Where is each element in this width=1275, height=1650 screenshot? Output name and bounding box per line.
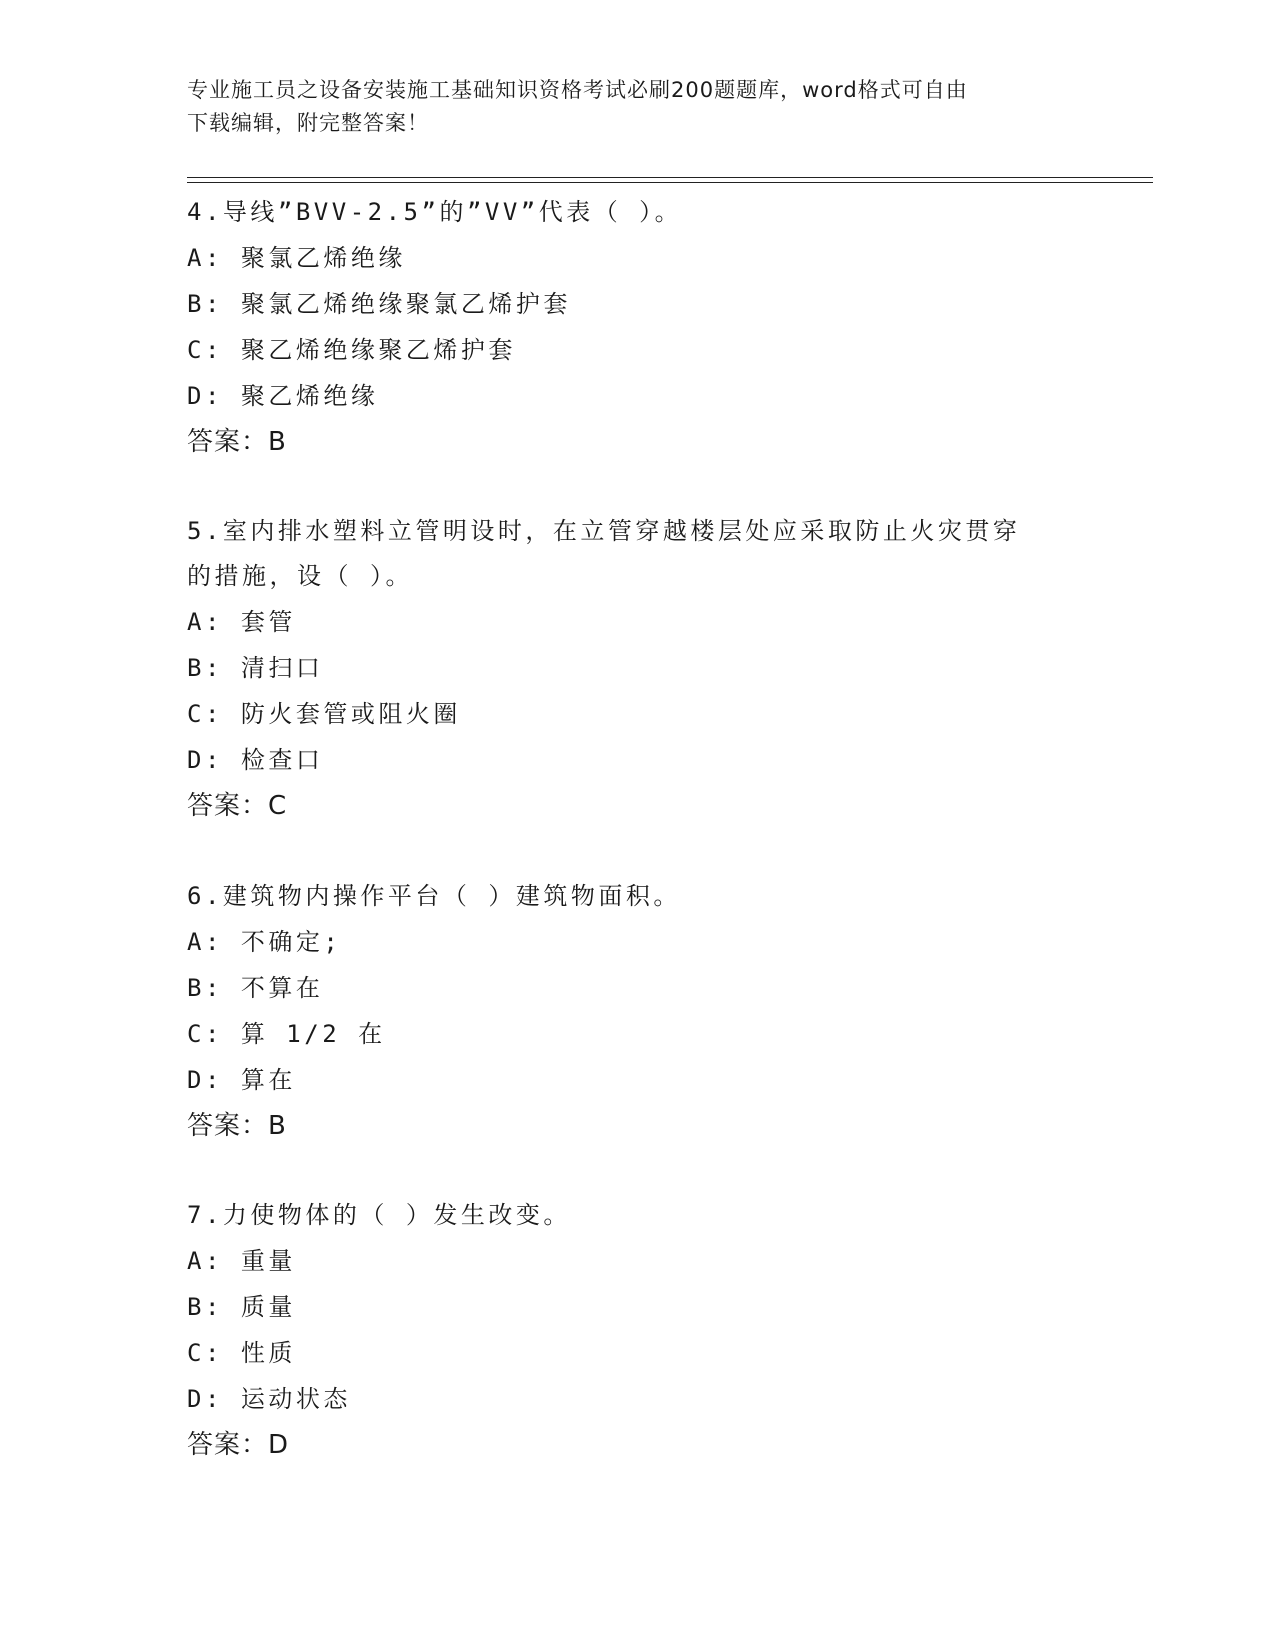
option-b: B: 质量: [187, 1293, 296, 1321]
question-stem-line-1: 5.室内排水塑料立管明设时，在立管穿越楼层处应采取防止火灾贯穿: [187, 517, 1021, 545]
option-d: D: 检查口: [187, 746, 324, 774]
document-header: [187, 74, 1067, 140]
option-c: C: 性质: [187, 1339, 296, 1367]
question-6: [187, 874, 1087, 1149]
header-divider-bottom: [187, 182, 1153, 183]
question-4: [187, 190, 1087, 465]
option-d: D: 算在: [187, 1066, 296, 1094]
question-7: [187, 1193, 1087, 1468]
option-a: A: 套管: [187, 608, 296, 636]
answer: 答案：C: [187, 791, 288, 821]
question-stem-line-2: 的措施，设（ ）。: [187, 562, 413, 590]
answer: 答案：B: [187, 1111, 287, 1141]
answer: 答案：B: [187, 427, 287, 457]
question-stem: 7.力使物体的（ ）发生改变。: [187, 1201, 571, 1229]
question-stem: 6.建筑物内操作平台（ ）建筑物面积。: [187, 882, 681, 910]
option-c: C: 聚乙烯绝缘聚乙烯护套: [187, 336, 516, 364]
option-a: A: 聚氯乙烯绝缘: [187, 244, 406, 272]
option-d: D: 聚乙烯绝缘: [187, 382, 379, 410]
answer: 答案：D: [187, 1430, 290, 1460]
question-stem: 4.导线”BVV-2.5”的”VV”代表（ ）。: [187, 198, 683, 226]
option-c: C: 防火套管或阻火圈: [187, 700, 461, 728]
option-b: B: 不算在: [187, 974, 324, 1002]
option-c: C: 算 1/2 在: [187, 1020, 386, 1048]
option-b: B: 聚氯乙烯绝缘聚氯乙烯护套: [187, 290, 571, 318]
header-divider-top: [187, 177, 1153, 178]
question-5: [187, 509, 1087, 829]
option-a: A: 不确定;: [187, 928, 342, 956]
header-title-line-1: 专业施工员之设备安装施工基础知识资格考试必刷200题题库，word格式可自由: [187, 78, 968, 102]
option-a: A: 重量: [187, 1247, 296, 1275]
option-b: B: 清扫口: [187, 654, 324, 682]
option-d: D: 运动状态: [187, 1385, 351, 1413]
header-title-line-2: 下载编辑，附完整答案！: [187, 111, 429, 135]
